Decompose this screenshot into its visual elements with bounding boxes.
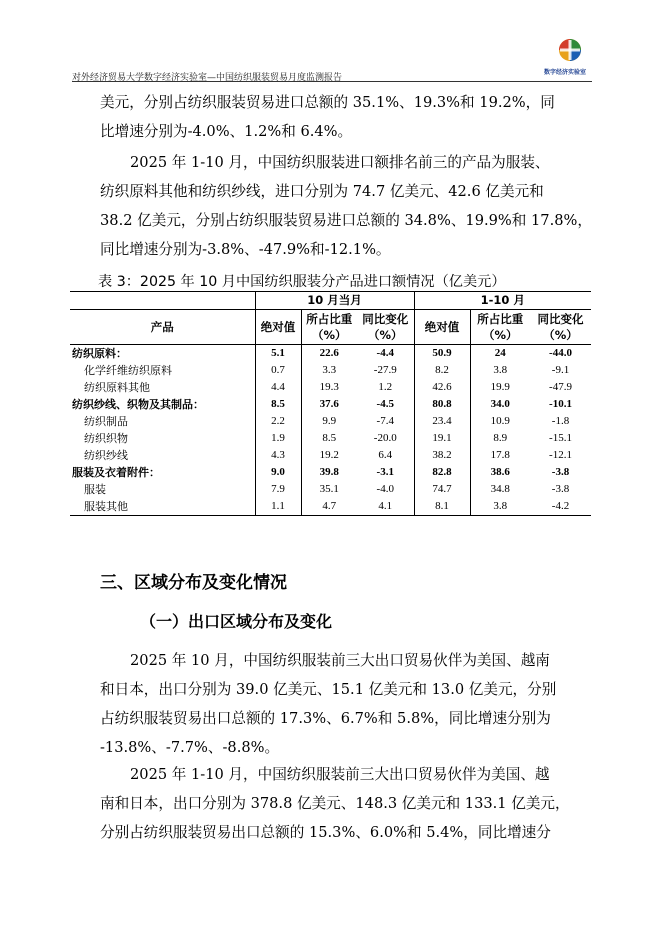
export-paragraph-1 [100, 646, 562, 762]
value-cell: 17.8 [490, 449, 510, 461]
value-cell: 23.4 [414, 413, 470, 430]
value-cell: 38.6 [490, 466, 510, 478]
table-column-header-row [70, 310, 591, 345]
paragraph-line: 2025 年 1-10 月，中国纺织服装进口额排名前三的产品为服装、 [130, 154, 550, 171]
table-row [70, 362, 591, 379]
section-subheading: （一）出口区域分布及变化 [140, 612, 333, 631]
value-cell: 80.8 [414, 396, 470, 413]
value-cell: 3.8 [470, 498, 530, 516]
table-row [70, 481, 591, 498]
value-cell: 2.2 [255, 413, 301, 430]
value-cell: 34.0 [490, 398, 510, 410]
logo-text: 数字经济实验室 [544, 69, 587, 76]
table-row [70, 447, 591, 464]
page-header [72, 38, 592, 82]
value-cell: 19.9 [490, 381, 510, 393]
value-cell: 9.9 [322, 415, 337, 427]
paragraph-line: 分别占纺织服装贸易出口总额的 15.3%、6.0%和 5.4%，同比增速分 [100, 824, 551, 841]
globe-logo-icon [558, 38, 582, 66]
product-cell: 化学纤维纺织原料 [70, 362, 255, 379]
product-cell: 纺织原料其他 [70, 379, 255, 396]
table-group-header-row [70, 292, 591, 310]
value-cell: 24 [494, 347, 506, 359]
value-cell: -4.2 [530, 498, 591, 516]
value-cell: 38.2 [414, 447, 470, 464]
table-row [70, 498, 591, 516]
value-cell: -44.0 [549, 347, 572, 359]
product-cell: 服装 [70, 481, 255, 498]
value-cell: 4.4 [255, 379, 301, 396]
paragraph-line: 2025 年 1-10 月，中国纺织服装前三大出口贸易伙伴为美国、越 [130, 766, 550, 783]
product-cell: 纺织纱线 [70, 447, 255, 464]
value-cell: 1.9 [255, 430, 301, 447]
paragraph-line: 占纺织服装贸易出口总额的 17.3%、6.7%和 5.8%，同比增速分别为 [100, 710, 551, 727]
col-header-share: 所占比重（%） [301, 310, 357, 345]
top-paragraph [100, 88, 562, 146]
table-row [70, 379, 591, 396]
product-cell: 纺织制品 [70, 413, 255, 430]
group-header-ytd: 1-10 月 [414, 292, 591, 310]
value-cell: -15.1 [549, 432, 572, 444]
value-cell: 22.6 [319, 347, 339, 359]
value-cell: 34.8 [490, 483, 510, 495]
paragraph-line: 和日本，出口分别为 39.0 亿美元、15.1 亿美元和 13.0 亿美元，分别 [100, 681, 557, 698]
value-cell: 82.8 [414, 464, 470, 481]
paragraph-line: 美元，分别占纺织服装贸易进口总额的 35.1%、19.3%和 19.2%，同 [100, 94, 555, 111]
value-cell: 3.3 [322, 364, 337, 376]
export-paragraph-2 [100, 760, 570, 847]
value-cell: -47.9 [549, 381, 572, 393]
value-cell: 10.9 [490, 415, 510, 427]
value-cell: -4.5 [357, 396, 414, 413]
value-cell: 3.8 [493, 364, 508, 376]
col-header-product: 产品 [70, 310, 255, 345]
value-cell: 5.1 [255, 345, 301, 363]
value-cell: 4.1 [357, 498, 414, 516]
table-row [70, 413, 591, 430]
value-cell: 8.2 [414, 362, 470, 379]
paragraph-line: 比增速分别为-4.0%、1.2%和 6.4%。 [100, 123, 353, 140]
value-cell: 19.3 [319, 381, 339, 393]
section-heading: 三、区域分布及变化情况 [100, 573, 287, 593]
value-cell: 19.1 [414, 430, 470, 447]
table-caption: 表 3：2025 年 10 月中国纺织服装分产品进口额情况（亿美元） [98, 274, 506, 290]
value-cell: 7.9 [255, 481, 301, 498]
product-cell: 服装其他 [70, 498, 255, 516]
value-cell: -4.4 [357, 345, 414, 363]
product-cell: 纺织纱线、织物及其制品： [70, 396, 255, 413]
value-cell: -9.1 [551, 364, 570, 376]
col-header-change: 同比变化（%） [357, 310, 414, 345]
value-cell: 35.1 [319, 483, 339, 495]
value-cell: 4.3 [255, 447, 301, 464]
value-cell: 9.0 [255, 464, 301, 481]
table-row [70, 396, 591, 413]
lab-logo [544, 38, 592, 78]
value-cell: 19.2 [319, 449, 339, 461]
import-paragraph [100, 148, 592, 264]
value-cell: -7.4 [357, 413, 414, 430]
value-cell: 8.1 [414, 498, 470, 516]
value-cell: 1.1 [255, 498, 301, 516]
value-cell: -10.1 [549, 398, 572, 410]
product-cell: 服装及衣着附件： [70, 464, 255, 481]
paragraph-line: 同比增速分别为-3.8%、-47.9%和-12.1%。 [100, 241, 391, 258]
group-header-month: 10 月当月 [255, 292, 414, 310]
value-cell: -27.9 [357, 362, 414, 379]
col-header-share: 所占比重（%） [470, 310, 530, 345]
value-cell: 8.5 [255, 396, 301, 413]
table-row [70, 345, 591, 363]
value-cell: 8.5 [322, 432, 337, 444]
paragraph-line: -13.8%、-7.7%、-8.8%。 [100, 739, 280, 756]
product-cell: 纺织原料： [70, 345, 255, 363]
value-cell: -4.0 [357, 481, 414, 498]
running-title: 对外经济贸易大学数字经济实验室—中国纺织服装贸易月度监测报告 [72, 73, 343, 83]
value-cell: -1.8 [551, 415, 570, 427]
value-cell: 1.2 [357, 379, 414, 396]
value-cell: 74.7 [414, 481, 470, 498]
paragraph-line: 南和日本，出口分别为 378.8 亿美元、148.3 亿美元和 133.1 亿美元， [100, 795, 570, 812]
table-row [70, 464, 591, 481]
value-cell: -3.1 [357, 464, 414, 481]
empty-corner-cell [70, 292, 255, 310]
value-cell: 4.7 [301, 498, 357, 516]
header-rule [72, 81, 592, 82]
paragraph-line: 纺织原料其他和纺织纱线，进口分别为 74.7 亿美元、42.6 亿美元和 [100, 183, 544, 200]
value-cell: -3.8 [551, 466, 570, 478]
value-cell: -3.8 [551, 483, 570, 495]
value-cell: -20.0 [357, 430, 414, 447]
product-cell: 纺织织物 [70, 430, 255, 447]
value-cell: 39.8 [319, 466, 339, 478]
value-cell: 0.7 [255, 362, 301, 379]
paragraph-line: 2025 年 10 月，中国纺织服装前三大出口贸易伙伴为美国、越南 [130, 652, 550, 669]
col-header-abs: 绝对值 [414, 310, 470, 345]
value-cell: 50.9 [414, 345, 470, 363]
value-cell: 42.6 [414, 379, 470, 396]
table-row [70, 430, 591, 447]
col-header-abs: 绝对值 [255, 310, 301, 345]
value-cell: -12.1 [549, 449, 572, 461]
col-header-change: 同比变化（%） [530, 310, 591, 345]
value-cell: 6.4 [357, 447, 414, 464]
value-cell: 37.6 [319, 398, 339, 410]
table-body [70, 345, 591, 516]
paragraph-line: 38.2 亿美元，分别占纺织服装贸易进口总额的 34.8%、19.9%和 17.8%， [100, 212, 592, 229]
import-table [70, 291, 591, 516]
value-cell: 8.9 [493, 432, 508, 444]
